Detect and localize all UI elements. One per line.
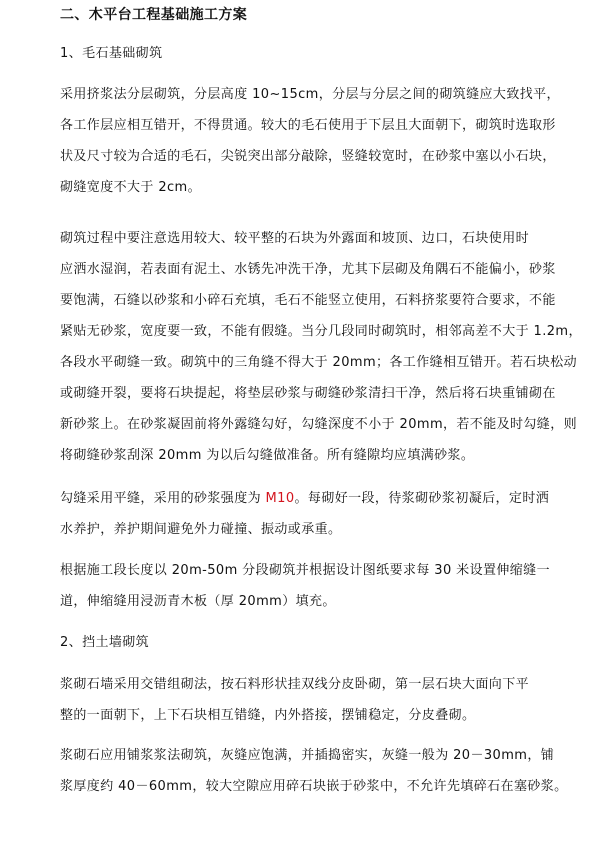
paragraph-line: 状及尺寸较为合适的毛石，尖锐突出部分敲除，竖缝较宽时，在砂浆中塞以小石块， xyxy=(60,149,556,164)
subsection-title: 1、毛石基础砌筑 xyxy=(60,46,163,61)
paragraph-line: 采用挤浆法分层砌筑，分层高度 10~15cm，分层与分层之间的砌筑缝应大致找平， xyxy=(60,87,560,102)
paragraph-line: 整的一面朝下，上下石块相互错缝，内外搭接，摆铺稳定，分皮叠砌。 xyxy=(60,708,476,723)
paragraph-line: 水养护，养护期间避免外力碰撞、振动或承重。 xyxy=(60,522,342,537)
paragraph-line: 或砌缝开裂，要将石块提起，将垫层砂浆与砌缝砂浆清扫干净，然后将石块重铺砌在 xyxy=(60,386,556,401)
paragraph-line: 砌缝宽度不大于 2cm。 xyxy=(60,180,202,195)
paragraph-line: 浆厚度约 40－60mm，较大空隙应用碎石块嵌于砂浆中，不允许先填碎石在塞砂浆。 xyxy=(60,779,568,794)
paragraph-line: 道，伸缩缝用浸沥青木板（厚 20mm）填充。 xyxy=(60,594,336,609)
text-run: 勾缝采用平缝，采用的砂浆强度为 xyxy=(60,491,266,506)
strength-highlight: M10 xyxy=(265,491,295,506)
paragraph-line: 浆砌石墙采用交错组砌法，按石料形状挂双线分皮卧砌，第一层石块大面向下平 xyxy=(60,677,530,692)
section-heading: 二、木平台工程基础施工方案 xyxy=(60,7,248,23)
paragraph-line: 应洒水湿润，若表面有泥土、水锈先冲洗干净，尤其下层砌及角隅石不能偏小，砂浆 xyxy=(60,262,556,277)
paragraph-line: 根据施工段长度以 20m-50m 分段砌筑并根据设计图纸要求每 30 米设置伸缩缝一 xyxy=(60,563,550,578)
paragraph-line: 砌筑过程中要注意选用较大、较平整的石块为外露面和坡顶、边口，石块使用时 xyxy=(60,231,530,246)
paragraph-line: 各工作层应相互错开，不得贯通。较大的毛石使用于下层且大面朝下，砌筑时选取形 xyxy=(60,118,556,133)
paragraph-line: 各段水平砌缝一致。砌筑中的三角缝不得大于 20mm；各工作缝相互错开。若石块松动 xyxy=(60,355,578,370)
paragraph-line: 将砌缝砂浆刮深 20mm 为以后勾缝做准备。所有缝隙均应填满砂浆。 xyxy=(60,448,475,463)
paragraph-line: 要饱满，石缝以砂浆和小碎石充填，毛石不能竖立使用，石料挤浆要符合要求，不能 xyxy=(60,293,556,308)
paragraph-line: 浆砌石应用铺浆浆法砌筑，灰缝应饱满，并插捣密实，灰缝一般为 20－30mm，铺 xyxy=(60,748,555,763)
paragraph-line: 新砂浆上。在砂浆凝固前将外露缝勾好，勾缝深度不小于 20mm，若不能及时勾缝，则 xyxy=(60,417,578,432)
paragraph-line xyxy=(60,490,549,508)
text-run: 。每砌好一段，待浆砌砂浆初凝后，定时洒 xyxy=(294,491,550,506)
paragraph-line: 紧贴无砂浆，宽度要一致，不能有假缝。当分几段同时砌筑时，相邻高差不大于 1.2m， xyxy=(60,324,582,339)
subsection-title: 2、挡土墙砌筑 xyxy=(60,635,150,650)
